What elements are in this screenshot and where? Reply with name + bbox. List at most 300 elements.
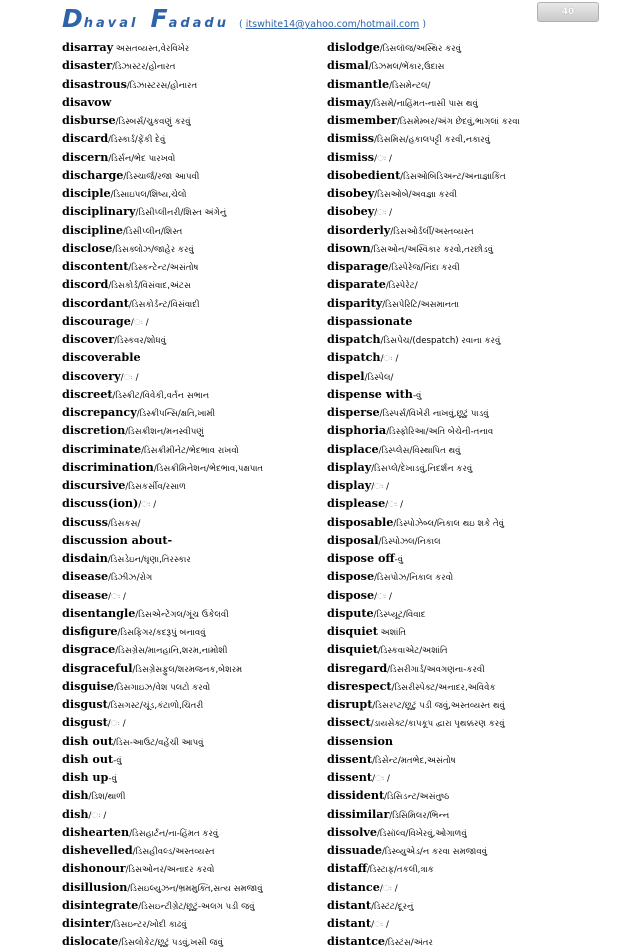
dictionary-entry: [62, 567, 324, 585]
entry-word: dismiss: [327, 149, 375, 164]
dictionary-entry: [327, 38, 589, 56]
entry-definition: /ડિસૉલ્વ/વિખેરવું,ઓગાળવું: [377, 828, 467, 839]
entry-word: disrupt: [327, 697, 373, 711]
dictionary-entry: [327, 659, 589, 677]
entry-word: disinter: [62, 916, 111, 930]
entry-definition: /ઃ /: [374, 591, 392, 602]
entry-definition: /ડિસરીગાર્ડ/અવગણના-કરવી: [387, 664, 485, 675]
entry-word: dissimilar: [327, 806, 390, 821]
entry-word: disease: [62, 569, 109, 584]
dictionary-entry: [62, 768, 324, 786]
entry-word: discipline: [62, 222, 124, 237]
dictionary-entry: [327, 476, 589, 494]
entry-word: disgust: [62, 697, 108, 711]
dictionary-entry: [62, 896, 324, 914]
entry-definition: /ઃ /: [380, 354, 399, 365]
entry-word: disfigure: [62, 624, 118, 638]
dictionary-entry: [327, 275, 589, 293]
entry-definition: /ડિસ્પર્સ/વિખેરી નાખવું,છૂટું પાડવું: [379, 409, 489, 419]
logo-last-name: F adadu: [150, 4, 229, 33]
dictionary-entry: [62, 166, 324, 184]
dictionary-entry: [62, 403, 324, 421]
entry-definition: /ડિઝમલ/ભેંકાર,ઉદાસ: [368, 62, 445, 73]
entry-definition: -વું: [412, 390, 422, 401]
dictionary-entry: [62, 640, 324, 658]
dictionary-entry: [327, 129, 589, 147]
entry-word: disintegrate: [62, 897, 139, 912]
dictionary-entry: [327, 768, 589, 786]
entry-word: dispassionate: [327, 313, 413, 328]
entry-word: disobey: [327, 204, 375, 219]
entry-definition: /ડિસઓનર/અનાદર કરવો: [125, 865, 215, 876]
entry-definition: /ડિઝાસ્ટરસ/હોનારત: [126, 80, 198, 91]
entry-definition: /ડિસિડન્ટ/અસંતુષ્ઠ: [384, 792, 450, 803]
entry-definition: /ઃ /: [374, 208, 393, 219]
dictionary-entry: [327, 567, 589, 585]
entry-word: discontent: [62, 259, 129, 273]
dictionary-entry: [62, 458, 324, 476]
dictionary-entry: [62, 385, 324, 403]
right-column: [327, 38, 589, 951]
dictionary-entry: [327, 148, 589, 166]
entry-word: dissent: [327, 751, 373, 766]
entry-word: displease: [327, 496, 386, 511]
entry-word: disrespect: [327, 678, 392, 693]
dictionary-entry: [327, 932, 589, 950]
entry-word: dispute: [327, 605, 374, 620]
entry-word: disperse: [327, 405, 380, 419]
entry-word: discursive: [62, 478, 126, 492]
dictionary-entry: [327, 604, 589, 622]
dictionary-entry: [62, 367, 324, 385]
entry-word: distaff: [327, 861, 367, 876]
dictionary-entry: [327, 294, 589, 312]
dictionary-entry: [327, 586, 589, 604]
dictionary-entry: [327, 403, 589, 421]
dictionary-entry: [327, 841, 589, 859]
dictionary-entry: [62, 659, 324, 677]
dictionary-entry: [327, 677, 589, 695]
entry-word: discover: [62, 332, 115, 346]
entry-word: discussion about-: [62, 532, 173, 547]
entry-word: dissuade: [327, 843, 382, 857]
entry-definition: /ડિર્સન/ભેદ પારખવો: [108, 153, 176, 164]
dictionary-entry: [327, 75, 589, 93]
entry-definition: /ડિસ્ચાર્જ/રજા આપવી: [123, 171, 200, 182]
dictionary-entry: [62, 604, 324, 622]
entry-definition: /ડિસ્ટાફ/તકલી,ત્રાક: [366, 865, 434, 876]
dictionary-entry: [62, 184, 324, 202]
entry-word: disobedient: [327, 167, 401, 182]
dictionary-entry: [327, 695, 589, 713]
entry-definition: /ડિસઓન/અસ્વિકાર કરવો,તરછોડવું: [370, 244, 494, 255]
entry-word: disquiet: [327, 642, 378, 657]
entry-word: disentangle: [62, 605, 136, 620]
dictionary-entry: [327, 640, 589, 658]
entry-definition: /ડિસ્પોઝલ/નિકાલ: [378, 536, 441, 547]
entry-word: dislocate: [62, 934, 119, 949]
entry-word: disclose: [62, 240, 113, 255]
entry-definition: -વું: [113, 755, 122, 766]
entry-word: dissent: [327, 770, 373, 784]
dictionary-entry: [62, 750, 324, 768]
entry-definition: /ડિસ્કવર/શોધવું: [114, 336, 167, 346]
entry-definition: /ડિસમેન્ટલ/: [389, 80, 431, 91]
entry-definition: /ડિસઇન્ટીગ્રેટ/છૂટું-અલગ પડી જવું: [138, 901, 255, 912]
entry-word: dispose: [327, 587, 375, 602]
entry-word: display: [327, 459, 372, 474]
entry-word: distantce: [327, 934, 386, 949]
dictionary-entry: [62, 494, 324, 512]
dictionary-entry: [62, 294, 324, 312]
entry-word: disease: [62, 587, 109, 602]
entry-word: dissolve: [327, 824, 377, 839]
entry-word: discretion: [62, 423, 126, 438]
entry-definition: /ડિસગ્રેસફુલ/શરમજનક,બેશરમ: [132, 664, 243, 675]
entry-definition: /ડિસિમિલર/ભિન્ન: [389, 810, 450, 821]
entry-word: dish: [62, 806, 89, 821]
entry-word: discharge: [62, 167, 124, 182]
entry-word: discrepancy: [62, 405, 137, 419]
entry-word: distance: [327, 879, 380, 894]
entry-word: disillusion: [62, 879, 128, 894]
entry-definition: /ડિસમેમ્બર/અંગ છેદવું,ભાગલાં કરવા: [397, 117, 520, 127]
entry-definition: /ઃ /: [108, 591, 126, 602]
entry-word: disaster: [62, 58, 113, 73]
entry-definition: /ડિઝીઝ/રોગ: [108, 573, 153, 584]
entry-word: discordant: [62, 295, 129, 310]
entry-definition: /ડિસ્ટંટ/દૂરનું: [371, 901, 414, 912]
entry-word: dispatch: [327, 350, 381, 365]
dictionary-entry: [327, 823, 589, 841]
dictionary-entry: [62, 549, 324, 567]
entry-definition: /ડિસમિસ/હકાલપટ્ટી કરવી,નકારવું: [374, 135, 491, 146]
dictionary-entry: [327, 312, 589, 330]
dictionary-entry: [62, 202, 324, 220]
dictionary-entry: [62, 531, 324, 549]
entry-definition: /ડિસ્પ્યૂટ/વિવાદ: [373, 609, 426, 620]
entry-definition: /ડિસગ્રેસ/માનહાનિ,શરમ,નામોશી: [115, 646, 228, 657]
entry-definition: /ડિસકસ/: [107, 518, 141, 529]
dictionary-entry: [62, 786, 324, 804]
entry-word: dismantle: [327, 76, 390, 91]
entry-definition: /ડિસપેચ/(despatch) રવાના કરવું: [380, 336, 501, 346]
dictionary-entry: [327, 494, 589, 512]
entry-definition: /ઃ /: [130, 317, 149, 328]
entry-word: discourage: [62, 313, 131, 328]
entry-word: dish out: [62, 751, 114, 766]
dictionary-entry: [62, 221, 324, 239]
dictionary-entry: [327, 531, 589, 549]
entry-word: disastrous: [62, 76, 127, 91]
dictionary-entry: [62, 275, 324, 293]
entry-definition: /ડિસમે/નાહિંમત-નાસી પાસ થવું: [370, 98, 478, 109]
entry-word: disgust: [62, 715, 108, 730]
entry-definition: /ડિઝાસ્ટર/હોનારત: [112, 62, 176, 73]
entry-word: disburse: [62, 113, 116, 127]
dictionary-entry: [327, 421, 589, 439]
dictionary-entry: [62, 38, 324, 56]
entry-definition: /ઃ /: [120, 372, 139, 383]
entry-definition: /ડિસીપ્લીન/શિસ્ત: [123, 226, 183, 237]
entry-definition: /ઃ /: [371, 920, 389, 930]
entry-definition: /ઃ /: [138, 500, 157, 511]
dictionary-entry: [62, 93, 324, 111]
entry-definition: /ડિસગાઇઝ/વેશ પલટો કરવો: [114, 682, 211, 693]
entry-definition: /ડિસગસ્ટ/ચૂંડ,કંટાળો,ચિતરી: [107, 701, 204, 711]
entry-definition: /ઃ /: [371, 482, 389, 492]
dictionary-entry: [62, 677, 324, 695]
entry-definition: /ડિસરીસ્પેક્ટ/અનાદર,અવિવેક: [391, 682, 496, 693]
dictionary-entry: [62, 914, 324, 932]
dictionary-entry: [62, 586, 324, 604]
dictionary-entry: [62, 841, 324, 859]
entry-word: disarray: [62, 40, 114, 54]
entry-word: dissension: [327, 733, 394, 748]
entry-word: dissect: [327, 715, 371, 730]
dictionary-entry: [62, 805, 324, 823]
entry-word: discoverable: [62, 350, 141, 365]
entry-definition: /ડિસ્બર્સ/ચુકવણું કરવું: [115, 117, 191, 127]
entry-word: dismiss: [327, 131, 375, 146]
entry-word: discriminate: [62, 441, 142, 456]
dictionary-entry: [62, 348, 324, 366]
dictionary-entry: [327, 859, 589, 877]
entry-word: discern: [62, 149, 109, 164]
dictionary-entry: [327, 385, 589, 403]
entry-definition: /ડિસ્કાર્ડ/ફેંકી દેવું: [108, 135, 166, 146]
entry-definition: -વું: [394, 555, 404, 565]
entry-word: dispose: [327, 569, 375, 584]
entry-definition: /ડિસપેરિટિ/અસમાનતા: [382, 299, 459, 310]
dictionary-entry: [62, 476, 324, 494]
entry-word: discreet: [62, 386, 113, 401]
dictionary-entry: [327, 257, 589, 275]
entry-word: dishonour: [62, 861, 126, 876]
entry-definition: /ડિસ્કવાએટ/અશાંતિ: [377, 646, 448, 657]
entry-definition: /ડિસફિગર/કદરૂપું બનાવવું: [117, 628, 206, 638]
entry-word: discuss: [62, 514, 108, 529]
dictionary-entry: [62, 695, 324, 713]
entry-word: distant: [327, 897, 372, 912]
entry-definition: /ડિસક્રીમીનેટ/ભેદભાવ રાખવો: [141, 445, 239, 456]
entry-definition: -વું: [108, 774, 117, 784]
dictionary-entry: [327, 805, 589, 823]
entry-definition: /ડિસલૉજ/અસ્થિર કરવું: [379, 44, 462, 54]
entry-word: disquiet: [327, 624, 378, 638]
logo-first-name: D haval: [62, 4, 139, 33]
entry-word: dispel: [327, 368, 365, 383]
entry-definition: /ડિસ્પેરેટ/: [385, 281, 418, 292]
entry-definition: /ડિસ-આઉટ/વહેંચી આપવું: [113, 737, 204, 748]
entry-definition: /ઃ /: [107, 719, 126, 730]
entry-definition: /ડિસ્પોઝેબ્લ/નિકાલ થઇ શકે તેવું: [393, 518, 505, 529]
entry-definition: અશાંતિ: [377, 628, 407, 638]
contact-info: ( itswhite14@yahoo.com/hotmail.com ): [239, 19, 427, 30]
dictionary-entry: [327, 732, 589, 750]
entry-word: discovery: [62, 368, 121, 383]
entry-word: disgraceful: [62, 660, 133, 675]
entry-definition: /ડિસહીવલ્ડ/અસ્તવ્યસ્ત: [132, 847, 215, 857]
dictionary-entry: [327, 221, 589, 239]
dictionary-entry: [327, 202, 589, 220]
entry-word: dispense with: [327, 386, 413, 401]
entry-word: disregard: [327, 660, 388, 675]
entry-word: disparage: [327, 259, 389, 273]
dictionary-entry: [62, 713, 324, 731]
entry-definition: /ડિસક્લોઝ/જાહેર કરવું: [112, 244, 194, 255]
dictionary-entry: [62, 75, 324, 93]
entry-word: discard: [62, 131, 109, 146]
entry-word: disavow: [62, 94, 112, 109]
entry-word: disciplinary: [62, 204, 136, 219]
dictionary-entry: [62, 239, 324, 257]
entry-definition: /ડિસ્પેલ/: [364, 372, 394, 383]
entry-definition: /ડિસ્વ્યુએડ/ન કરવા સમજાવવું: [382, 847, 488, 857]
dictionary-entry: [327, 111, 589, 129]
dictionary-entry: [327, 367, 589, 385]
dictionary-entry: [62, 440, 324, 458]
dictionary-entry: [62, 56, 324, 74]
entry-word: dismal: [327, 58, 369, 73]
dictionary-entry: [62, 312, 324, 330]
entry-definition: /ડિસઓબે/અવજ્ઞા કરવી: [374, 190, 457, 200]
entry-word: disdain: [62, 551, 108, 565]
dictionary-entry: [327, 93, 589, 111]
entry-definition: /ડિસ્ક્રીટ/વિવેકી,વર્તન સભાન: [112, 390, 210, 401]
left-column: [62, 38, 324, 951]
entry-word: dish: [62, 788, 89, 803]
entry-definition: /ડિસ્ટંસ/અંતર: [385, 938, 433, 949]
entry-word: discord: [62, 277, 109, 292]
entry-definition: /ડિસ્ફોરિઆ/અતિ બેચેની-તનાવ: [386, 427, 494, 438]
dictionary-entry: [327, 549, 589, 567]
dictionary-entry: [327, 914, 589, 932]
dictionary-entry: [62, 148, 324, 166]
entry-definition: /ડિસ્પેરેજ/નિંદા કરવી: [388, 263, 460, 273]
entry-definition: /ડિસકોર્ડન્ટ/વિસંવાદી: [128, 299, 200, 310]
entry-definition: /ડિસએન્ટેંગલ/ગૂંચ ઉકેલવી: [135, 609, 229, 620]
contact-email-link[interactable]: itswhite14@yahoo.com/hotmail.com: [245, 19, 420, 30]
entry-definition: /ડિસીપ્લીનરી/શિસ્ત અંગેનું: [135, 208, 227, 219]
dictionary-entry: [327, 440, 589, 458]
dictionary-entry: [62, 513, 324, 531]
dictionary-entry: [62, 932, 324, 950]
entry-definition: /ડિસેન્ટ/મતભેદ,અસંતોષ: [372, 755, 456, 766]
entry-definition: /ડિસ્પ્લેસ/વિસ્થાપિત થવું: [378, 445, 461, 456]
entry-definition: /ડિસ્કન્ટેન્ટ/અસંતોષ: [128, 263, 199, 273]
entry-definition: /ડાયસેક્ટ/કાપકૂપ દ્વારા પૃથક્કરણ કરવું: [370, 719, 505, 730]
entry-definition: /ઃ /: [88, 810, 107, 821]
entry-word: disorderly: [327, 222, 391, 237]
entry-definition: /ડિસડેઇન/ઘૃણા,તિરસ્કાર: [107, 555, 191, 565]
dictionary-entry: [327, 184, 589, 202]
entry-word: dismay: [327, 94, 371, 109]
page-header: [62, 4, 427, 33]
entry-word: disgrace: [62, 642, 116, 657]
entry-word: disparity: [327, 295, 383, 310]
entry-word: disposal: [327, 532, 379, 547]
entry-word: dish out: [62, 733, 114, 748]
dictionary-entry: [327, 713, 589, 731]
entry-word: dissident: [327, 788, 385, 803]
entry-word: display: [327, 478, 372, 492]
page-number-badge: 40: [537, 2, 599, 22]
entry-definition: /ડિસાઇપલ/શિષ્ય,ચેલો: [110, 190, 187, 200]
entry-word: disguise: [62, 678, 114, 693]
entry-definition: /ડિસઓબિડિઅન્ટ/અનાજ્ઞાકિંત: [400, 171, 506, 182]
entry-word: dismember: [327, 113, 397, 127]
dictionary-entry: [62, 111, 324, 129]
entry-definition: /ડિસ્ક્રીપન્સિ/ક્ષતિ,ખામી: [136, 409, 216, 419]
entry-definition: /ડિસલોકેટ/છૂટું પડવું,ખસી જવું: [118, 938, 224, 949]
entry-definition: /ડિસરપ્ટ/છૂટું પડી જવું,અસ્તવ્યસ્ત થવું: [372, 701, 505, 711]
entry-word: displace: [327, 441, 379, 456]
dictionary-entry: [327, 622, 589, 640]
dictionary-entry: [62, 421, 324, 439]
entry-word: dispose off: [327, 551, 395, 565]
entry-word: dishearten: [62, 824, 130, 839]
entry-definition: /ડિસકર્સીવ/રસાળ: [125, 482, 186, 492]
entry-word: discrimination: [62, 459, 154, 474]
entry-word: disown: [327, 240, 371, 255]
entry-definition: /ડિસઇલ્યુઝન/ભ્રમમુક્તિ,સત્ય સમજાવું: [127, 883, 263, 894]
dictionary-entry: [62, 257, 324, 275]
entry-word: dispatch: [327, 332, 381, 346]
dictionary-entry: [327, 348, 589, 366]
entry-definition: /ડિસહાર્ટન/ના-હિંમત કરવું: [129, 828, 219, 839]
dictionary-entry: [62, 330, 324, 348]
dictionary-entry: [62, 823, 324, 841]
entry-word: dishevelled: [62, 843, 133, 857]
dictionary-entry: [327, 878, 589, 896]
entry-definition: /ડિસક્રીશન/મનસ્વીપણું: [125, 427, 204, 438]
dictionary-entry: [62, 622, 324, 640]
entry-word: distant: [327, 916, 372, 930]
dictionary-entry: [327, 239, 589, 257]
entry-definition: /ડિસઓર્ડર્લી/અસ્તવ્યસ્ત: [390, 226, 474, 237]
dictionary-entry: [62, 129, 324, 147]
entry-word: dish up: [62, 770, 109, 784]
dictionary-entry: [327, 458, 589, 476]
entry-word: dislodge: [327, 40, 380, 54]
dictionary-entry: [327, 166, 589, 184]
entry-definition: /ડિસપ્લે/દેખાડવું,નિદર્શન કરવું: [371, 463, 473, 474]
dictionary-entry: [327, 786, 589, 804]
entry-definition: /ડિશ/થાળી: [88, 792, 126, 803]
entry-word: disobey: [327, 186, 375, 200]
dictionary-entry: [327, 56, 589, 74]
dictionary-entry: [327, 750, 589, 768]
dictionary-entry: [62, 732, 324, 750]
entry-definition: અસતવ્યસ્ત,વેરવિખેર: [113, 44, 190, 54]
dictionary-entry: [327, 896, 589, 914]
entry-definition: /ઃ /: [374, 153, 392, 164]
entry-definition: /ડિસપોઝ/નિકાલ કરવો: [374, 573, 454, 584]
entry-definition: /ડિસકોર્ડ/વિસંવાદ,અંટસ: [108, 281, 192, 292]
dictionary-entry: [327, 330, 589, 348]
entry-definition: /ડિસક્રીમિનેશન/ભેદભાવ,પક્ષપાત: [153, 463, 264, 474]
entry-definition: /ડિસઇન્ટર/ખોદી કાઢવું: [110, 920, 187, 930]
dictionary-entry: [62, 859, 324, 877]
entry-word: disposable: [327, 514, 394, 529]
entry-definition: /ઃ /: [379, 883, 398, 894]
entry-word: disphoria: [327, 423, 387, 438]
dictionary-entry: [327, 513, 589, 531]
entry-word: disparate: [327, 277, 386, 292]
entry-word: disciple: [62, 186, 111, 200]
entry-word: discuss(ion): [62, 496, 139, 511]
